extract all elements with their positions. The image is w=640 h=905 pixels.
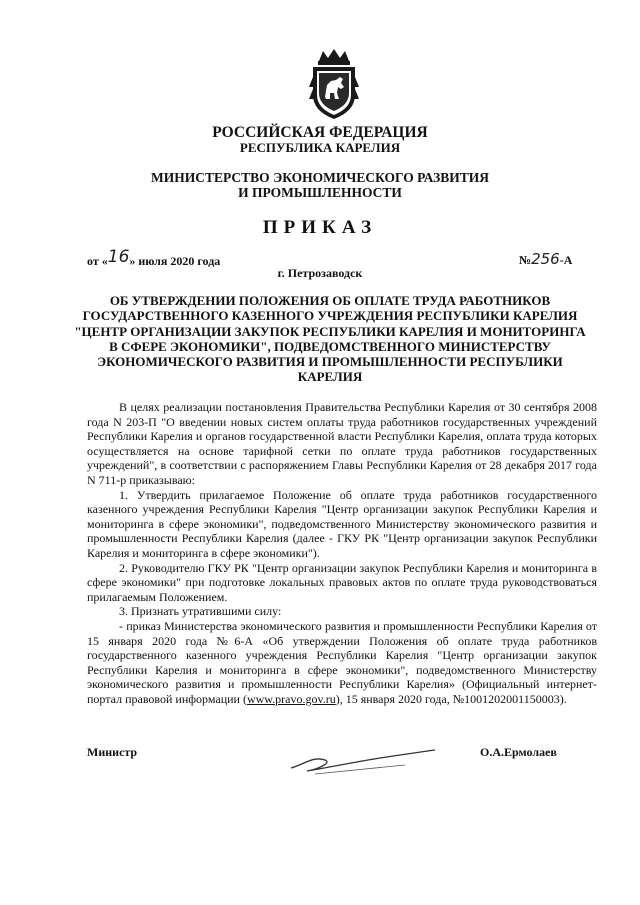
- paragraph-item-2: 2. Руководителю ГКУ РК "Центр организации закупок Республики Карелия и мониторинга в сфере экономики" при подготовке локальных правовых актов по оплате труда руководствоваться прилагаемым Положением.: [87, 560, 597, 604]
- date-suffix: » июля 2020 года: [129, 254, 221, 268]
- date-prefix: от «: [87, 254, 108, 268]
- signatory-name: О.А.Ермолаев: [480, 745, 557, 759]
- repealed-order-text: - приказ Министерства экономического развития и промышленности Республики Карелия от 15 января 2020 года №6-А «Об утверждении Положения об оплате труда работников государственного казенного учреждения Республики Карелия "Центр организации закупок Республики Карелия и мониторинга в сфере экономики", подведомственного Министерству экономического развития и промышленности Республики Карелия» (Официальный интернет-портал правовой информации (: [87, 618, 597, 706]
- number-prefix: №: [519, 253, 532, 267]
- coat-of-arms-icon: [305, 47, 363, 121]
- repealed-order-tail: ), 15 января 2020 года, №1001202001150003).: [335, 691, 567, 706]
- country-heading: РОССИЙСКАЯ ФЕДЕРАЦИЯ: [212, 124, 428, 141]
- ministry-heading-line2: И ПРОМЫШЛЕННОСТИ: [238, 185, 402, 200]
- handwritten-signature: [285, 738, 445, 778]
- republic-heading: РЕСПУБЛИКА КАРЕЛИЯ: [239, 140, 401, 155]
- paragraph-item-1: 1. Утвердить прилагаемое Положение об оплате труда работников государственного казенного учреждения Республики Карелия "Центр организации закупок Республики Карелия и мониторинга в сфере экономики", подведомственного Министерству экономического развития и промышленности Республики Карелия (далее - ГКУ РК "Центр организации закупок Республики Карелия и мониторинга в сфере экономики").: [87, 487, 597, 560]
- number-handwritten: 256: [531, 250, 560, 268]
- number-suffix: -А: [559, 253, 573, 267]
- paragraph-item-3: 3. Признать утратившими силу:: [119, 604, 282, 619]
- pravo-portal-link[interactable]: www.pravo.gov.ru: [246, 691, 336, 706]
- city-name: г. Петрозаводск: [277, 266, 363, 280]
- paragraph-preamble: В целях реализации постановления Правительства Республики Карелия от 30 сентября 2008 года N 203-П "О введении новых систем оплаты труда работников государственных учреждений Республики Карелия и органов государственной власти Республики Карелия, оплата труда которых осуществляется на основе тарифной сетки по оплате труда работников государственных учреждений", в соответствии с распоряжением Главы Республики Карелия от 28 декабря 2017 года N 711-р приказываю:: [87, 400, 597, 487]
- order-title: ОБ УТВЕРЖДЕНИИ ПОЛОЖЕНИЯ ОБ ОПЛАТЕ ТРУДА РАБОТНИКОВ ГОСУДАРСТВЕННОГО КАЗЕННОГО УЧРЕЖДЕНИЯ РЕСПУБЛИКИ КАРЕЛИЯ "ЦЕНТР ОРГАНИЗАЦИИ ЗАКУПОК РЕСПУБЛИКИ КАРЕЛИЯ И МОНИТОРИНГА В СФЕРЕ ЭКОНОМИКИ", ПОДВЕДОМСТВЕННОГО МИНИСТЕРСТВУ ЭКОНОМИЧЕСКОГО РАЗВИТИЯ И ПРОМЫШЛЕННОСТИ РЕСПУБЛИКИ КАРЕЛИЯ: [74, 293, 586, 385]
- order-body: [87, 400, 597, 706]
- ministry-heading-line1: МИНИСТЕРСТВО ЭКОНОМИЧЕСКОГО РАЗВИТИЯ: [151, 170, 489, 185]
- document-type-heading: ПРИКАЗ: [262, 217, 378, 238]
- date-day-handwritten: 16: [107, 247, 130, 267]
- signatory-role: Министр: [87, 745, 138, 759]
- paragraph-repealed-order: [87, 619, 597, 707]
